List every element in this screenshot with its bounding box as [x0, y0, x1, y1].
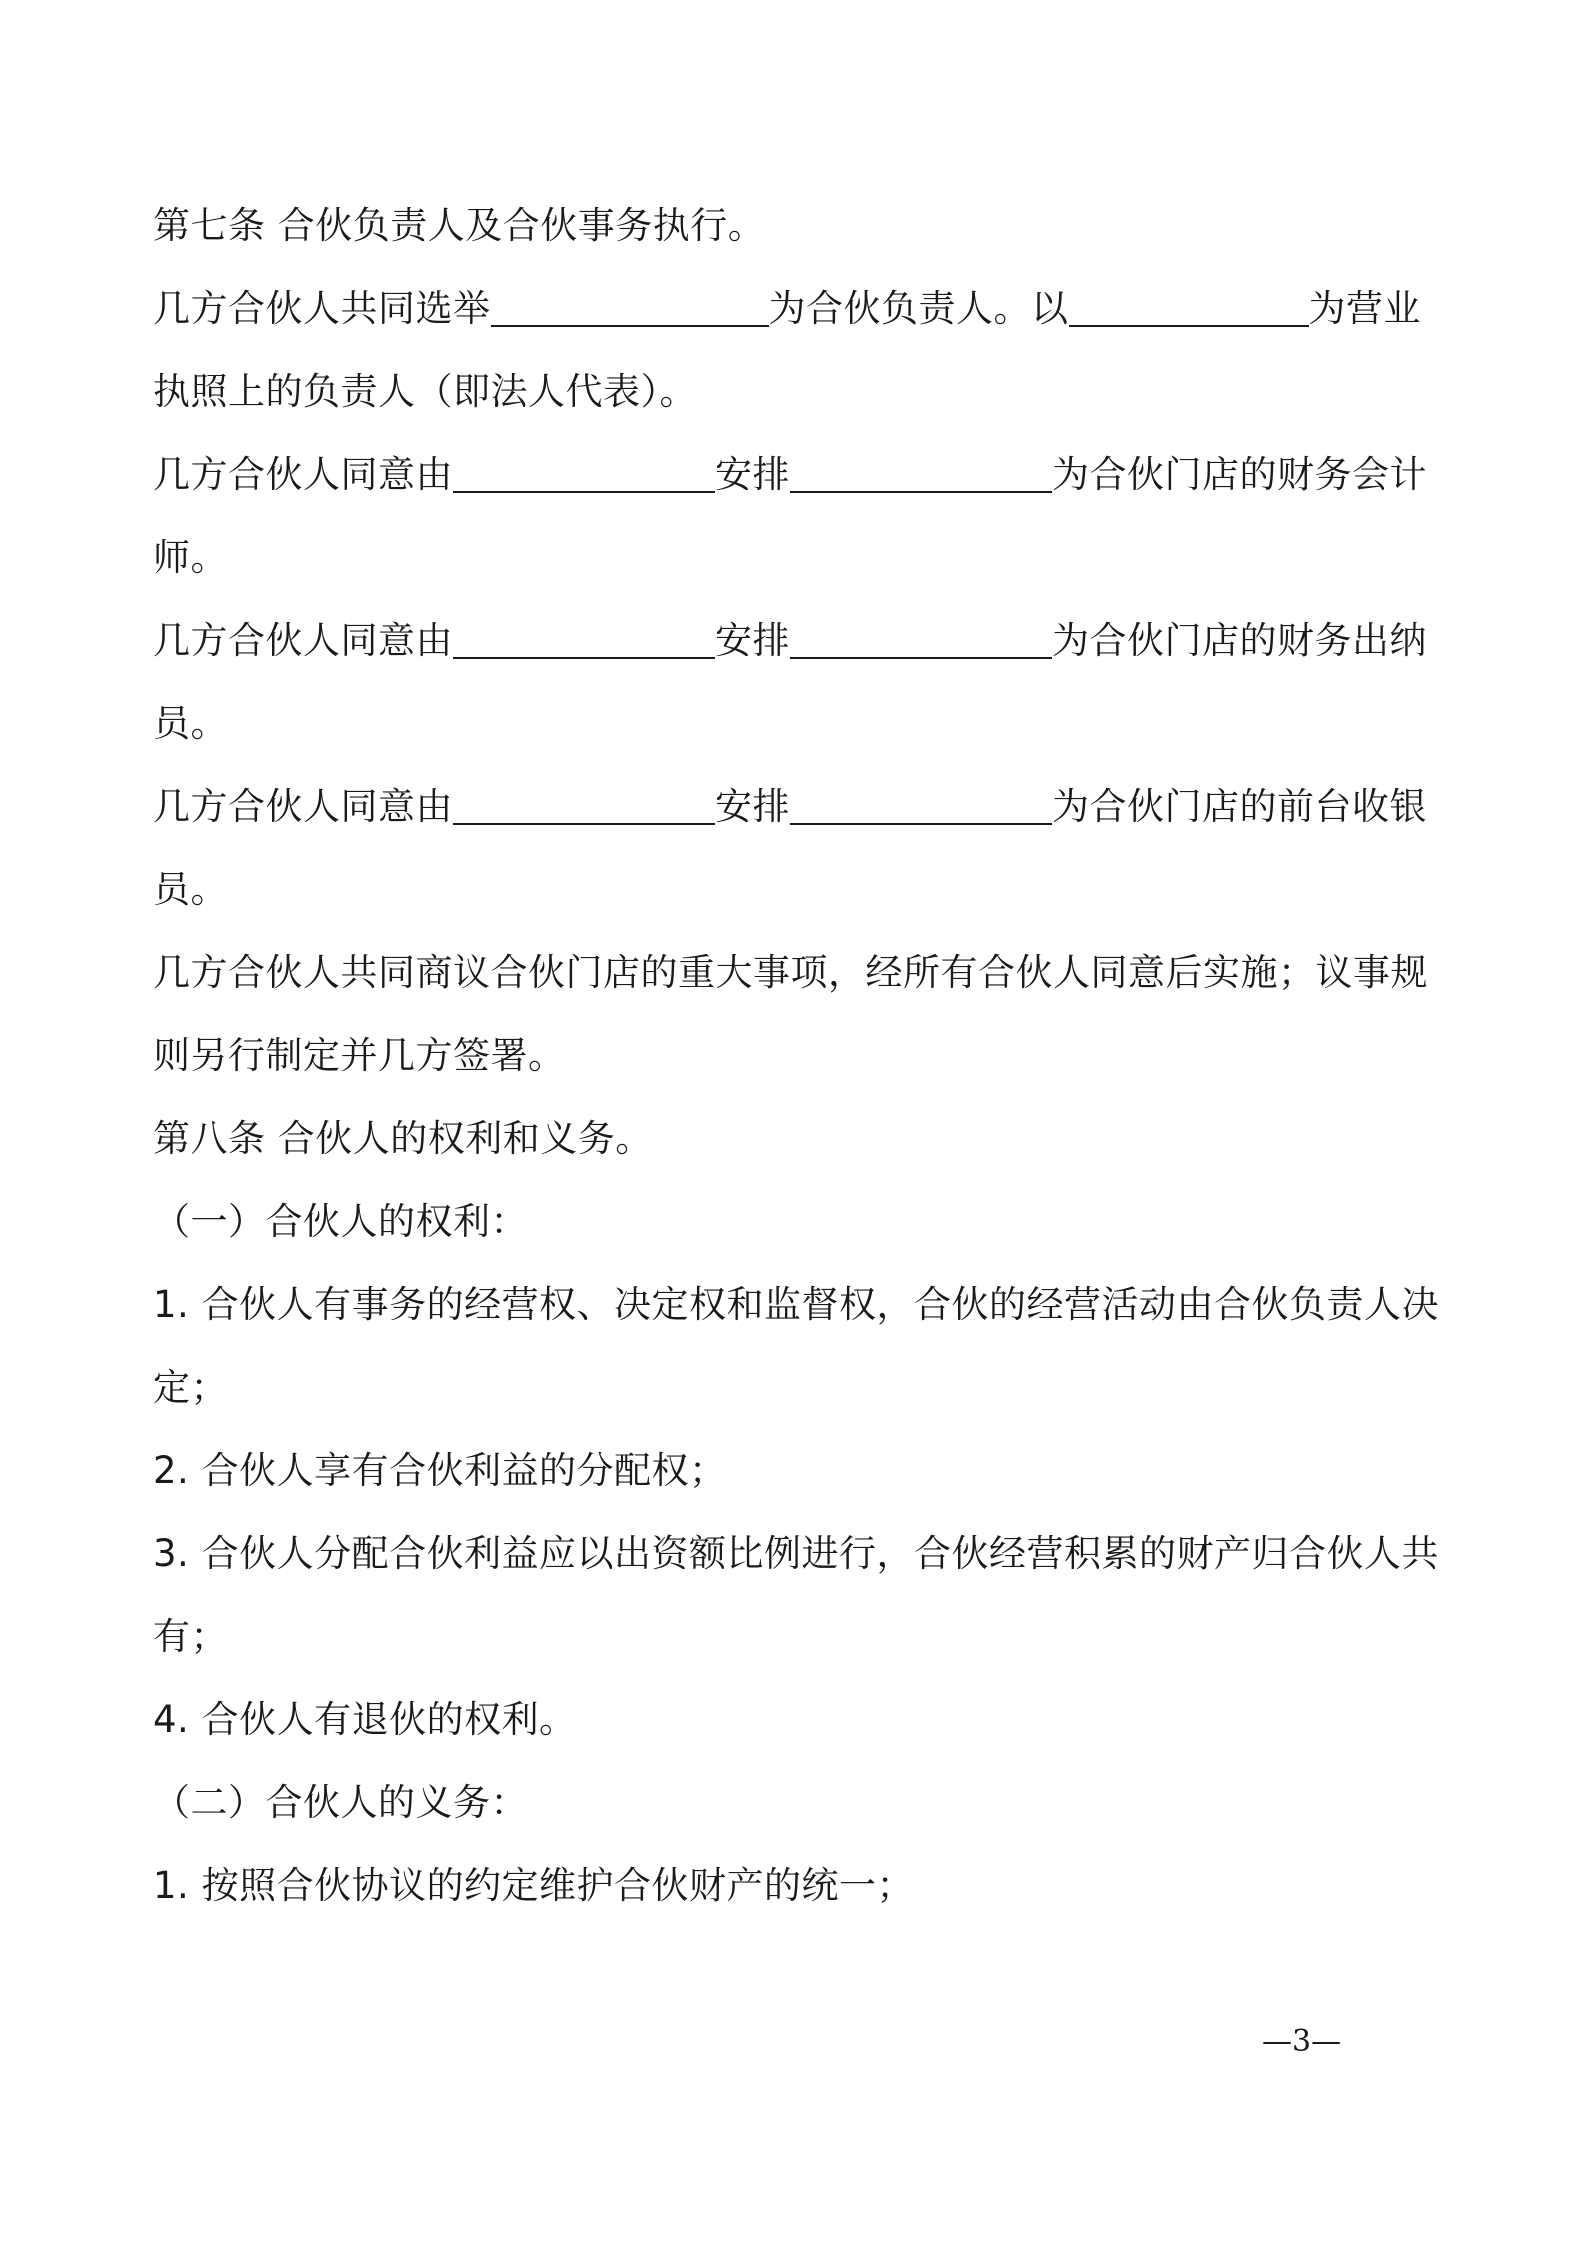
fill-blank-leader[interactable] — [491, 285, 769, 327]
paragraph-cashier-cont: 员。 — [153, 702, 228, 745]
page-number: —3— — [1262, 2024, 1342, 2059]
fill-blank-accountant[interactable] — [790, 451, 1052, 493]
fill-blank-cashier[interactable] — [790, 617, 1052, 659]
rights-item-3-cont: 有； — [153, 1615, 228, 1658]
rights-item-4: 4. 合伙人有退伙的权利。 — [153, 1698, 577, 1741]
fill-blank-accountant-arranger[interactable] — [453, 451, 715, 493]
paragraph-cashier: 几方合伙人同意由 安排 为合伙门店的财务出纳 — [153, 619, 1427, 662]
article-8-heading: 第八条 合伙人的权利和义务。 — [153, 1117, 653, 1160]
rights-item-3: 3. 合伙人分配合伙利益应以出资额比例进行，合伙经营积累的财产归合伙人共 — [153, 1532, 1440, 1575]
paragraph-accountant-cont: 师。 — [153, 536, 228, 579]
rights-item-1-cont: 定； — [153, 1366, 228, 1409]
paragraph-elect-leader: 几方合伙人共同选举 为合伙负责人。以 为营业 — [153, 287, 1421, 330]
paragraph-accountant: 几方合伙人同意由 安排 为合伙门店的财务会计 — [153, 453, 1427, 496]
fill-blank-front-desk-arranger[interactable] — [453, 783, 715, 825]
obligations-item-1: 1. 按照合伙协议的约定维护合伙财产的统一； — [153, 1864, 915, 1907]
article-7-heading: 第七条 合伙负责人及合伙事务执行。 — [153, 204, 766, 247]
section-obligations-heading: （二）合伙人的义务： — [153, 1781, 528, 1824]
fill-blank-license-holder[interactable] — [1069, 285, 1309, 327]
fill-blank-cashier-arranger[interactable] — [453, 617, 715, 659]
paragraph-front-desk-cont: 员。 — [153, 868, 228, 911]
paragraph-major-matters-cont: 则另行制定并几方签署。 — [153, 1034, 566, 1077]
rights-item-1: 1. 合伙人有事务的经营权、决定权和监督权，合伙的经营活动由合伙负责人决 — [153, 1283, 1440, 1326]
paragraph-major-matters: 几方合伙人共同商议合伙门店的重大事项，经所有合伙人同意后实施；议事规 — [153, 951, 1428, 994]
section-rights-heading: （一）合伙人的权利： — [153, 1200, 528, 1243]
paragraph-front-desk: 几方合伙人同意由 安排 为合伙门店的前台收银 — [153, 785, 1427, 828]
fill-blank-front-desk[interactable] — [790, 783, 1052, 825]
rights-item-2: 2. 合伙人享有合伙利益的分配权； — [153, 1449, 727, 1492]
paragraph-elect-leader-cont: 执照上的负责人（即法人代表）。 — [153, 370, 697, 413]
